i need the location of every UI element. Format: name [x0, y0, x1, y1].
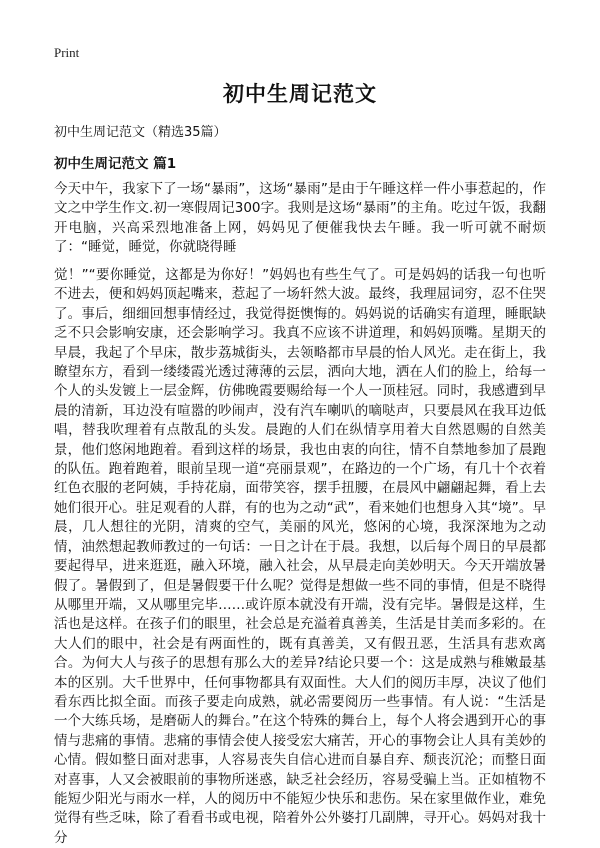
document-subtitle: 初中生周记范文（精选35篇） — [54, 125, 227, 140]
body-paragraph: 觉！”“要你睡觉，这都是为你好！”妈妈也有些生气了。可是妈妈的话我一句也听不进去，便和妈妈顶起嘴来，惹起了一场轩然大波。最终，我理屈词穷，忍不住哭了。事后，细细回想事情经过，我觉得挺懊悔的。妈妈说的话确实有道理，睡眠缺乏不只会影响安康，还会影响学习。我真不应该不讲道理，和妈妈顶嘴。星期天的早晨，我起了个早床，散步荔城街头，去领略都市早晨的怡人风光。走在街上，我瞭望东方，看到一缕缕霞光透过薄薄的云层，洒向大地，洒在人们的脸上，给每一个人的头发镀上一层金辉，仿佛晚霞要赐给每一个人一顶桂冠。同时，我感遭到早晨的清新，耳边没有喧嚣的吵闹声，没有汽车喇叭的嘀哒声，只要晨风在我耳边低唱，替我吹理着有点散乱的头发。晨跑的人们在纵情享用着大自然恩赐的自然美景，他们悠闲地跑着。看到这样的场景，我也由衷的向往，情不自禁地参加了晨跑的队伍。跑着跑着，眼前呈现一道“亮丽景观”，在路边的一个广场，有几十个衣着红色衣服的老阿姨，手持花扇，面带笑容，摆手扭腰，在晨风中翩翩起舞，看上去她们很开心。驻足观看的人群，有的也为之动“武”，看来她们也想身入其“境”。早晨，几人想往的光阴，清爽的空气，美丽的风光，悠闲的心境，我深深地为之动情，油然想起教师教过的一句话：一日之计在于晨。我想，以后每个周日的早晨都要起得早，进来逛逛，融入环境，融入社会，从早晨走向美妙明天。今天开端放暑假了。暑假到了，但是暑假要干什么呢？觉得是想做一些不同的事情，但是不晓得从哪里开端，又从哪里完毕……或许原本就没有开端，没有完毕。暑假是这样，生活也是这样。在孩子们的眼里，社会总是充溢着真善美，生活是甘美而多彩的。在大人们的眼中，社会是有两面性的，既有真善美，又有假丑恶，生活具有悲欢离合。为何大人与孩子的思想有那么大的差异?结论只要一个：这是成熟与稚嫩最基本的区别。大千世界中，任何事物都具有双面性。大人们的阅历丰厚，决议了他们看东西比拟全面。而孩子要走向成熟，就必需要阅历一些事情。有人说：“生活是一个大练兵场，是磨砺人的舞台。”在这个特殊的舞台上，每个人将会遇到开心的事情与悲痛的事情。悲痛的事情会使人接受宏大痛苦，开心的事物会让人具有美妙的心情。假如整日面对悲事，人容易丧失自信心进而自暴自弃、颓丧沉沦；而整日面对喜事，人又会被眼前的事物所迷惑，缺乏社会经历，容易受骗上当。正如植物不能短少阳光与雨水一样，人的阅历中不能短少快乐和悲伤。呆在家里做作业，难免觉得有些乏味，除了看看书或电视，陪着外公外婆打几副牌，寻开心。妈妈对我十分 — [54, 267, 546, 846]
document-title: 初中生周记范文 — [223, 82, 377, 106]
print-label[interactable]: Print — [54, 45, 80, 60]
section-heading: 初中生周记范文 篇1 — [54, 156, 177, 172]
body-paragraph: 今天中午，我家下了一场“暴雨”，这场“暴雨”是由于午睡这样一件小事惹起的，作文之中学生作文.初一寒假周记300字。我则是这场“暴雨”的主角。吃过午饭，我翻开电脑，兴高采烈地准备上网，妈妈见了便催我快去午睡。我一听可就不耐烦了：“睡觉，睡觉，你就晓得睡 — [54, 181, 546, 256]
